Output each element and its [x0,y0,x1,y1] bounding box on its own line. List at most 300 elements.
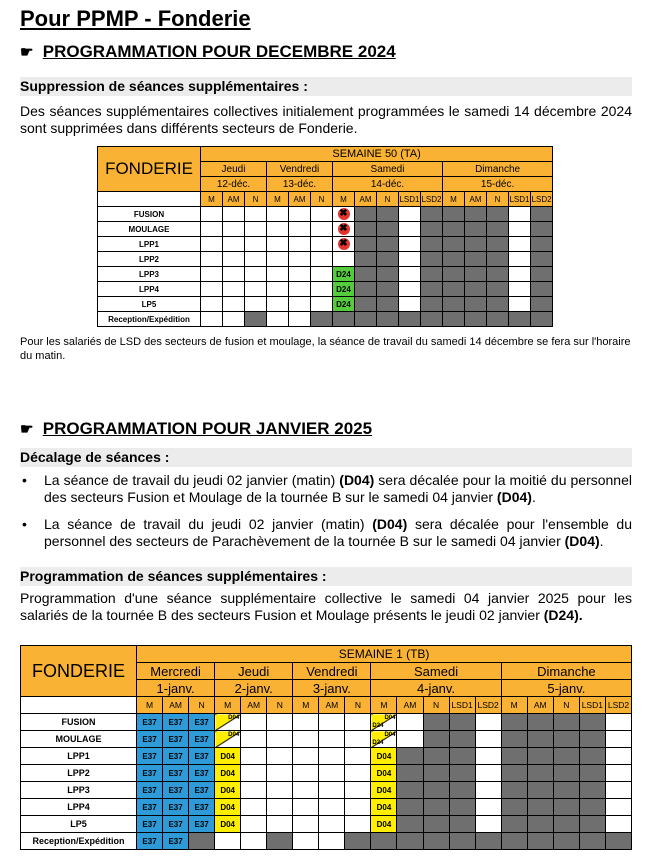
day-date-header: 15-déc. [443,177,553,192]
closed-cell [465,237,487,252]
closed-cell [531,237,553,252]
blank-cell [21,697,137,714]
shift-header: M [215,697,241,714]
january-paragraph: Programmation d'une séance supplémentaire collective le samedi 04 janvier 2025 pour les salariés de la tournée B des secteurs Fusion et Moulage présents le jeudi 02 janvier (D24). [20,590,632,623]
closed-cell [553,782,579,799]
closed-cell [443,282,465,297]
january-heading-text: PROGRAMMATION POUR JANVIER 2025 [42,419,373,438]
closed-cell [355,222,377,237]
closed-cell [501,833,527,850]
empty-cell [241,833,267,850]
sector-label: Reception/Expédition [98,312,201,327]
week-header: SEMAINE 1 (TB) [137,646,632,663]
e37-cell: E37 [137,731,163,748]
closed-cell [355,267,377,282]
empty-cell [201,312,223,327]
page-title: Pour PPMP - Fonderie [20,6,251,31]
empty-cell [509,282,531,297]
closed-cell [449,833,475,850]
table-row [21,782,632,799]
empty-cell [475,782,501,799]
shift-header: LSD1 [399,192,421,207]
day-name-header: Dimanche [501,663,631,680]
closed-cell [531,267,553,282]
shift-header: M [443,192,465,207]
closed-cell [355,282,377,297]
empty-cell [319,782,345,799]
empty-cell [223,267,245,282]
shift-header: LSD2 [531,192,553,207]
closed-cell [501,731,527,748]
closed-cell [449,799,475,816]
empty-cell [333,252,355,267]
table-corner-label: FONDERIE [98,147,201,192]
empty-cell [289,297,311,312]
day-date-header: 13-déc. [267,177,333,192]
closed-cell [579,833,605,850]
e37-cell: E37 [189,816,215,833]
shift-header: LSD1 [449,697,475,714]
shift-header: N [189,697,215,714]
closed-cell [501,782,527,799]
empty-cell [605,782,631,799]
empty-cell [241,799,267,816]
closed-cell [501,816,527,833]
sector-label: LPP2 [21,765,137,782]
closed-cell [487,207,509,222]
empty-cell [345,782,371,799]
empty-cell [267,267,289,282]
closed-cell [605,833,631,850]
empty-cell [311,237,333,252]
empty-cell [267,237,289,252]
cancelled-cell [333,222,355,237]
empty-cell [267,207,289,222]
cancelled-cell [333,237,355,252]
closed-cell [355,297,377,312]
closed-cell [397,782,423,799]
empty-cell [201,237,223,252]
day-name-header: Samedi [371,663,501,680]
shift-header: AM [355,192,377,207]
empty-cell [293,731,319,748]
empty-cell [241,782,267,799]
split-shift-cell: D24 D04 [372,715,396,729]
empty-cell [509,222,531,237]
empty-cell [509,297,531,312]
closed-cell [553,765,579,782]
empty-cell [201,222,223,237]
closed-cell [487,312,509,327]
closed-cell [553,731,579,748]
empty-cell [399,207,421,222]
empty-cell [289,252,311,267]
empty-cell [289,312,311,327]
empty-cell [311,297,333,312]
empty-cell [475,731,501,748]
closed-cell [355,252,377,267]
closed-cell [377,312,399,327]
closed-cell [397,799,423,816]
empty-cell [267,765,293,782]
empty-cell [223,297,245,312]
closed-cell [465,207,487,222]
shift-header: M [293,697,319,714]
empty-cell [267,816,293,833]
shift-header: M [201,192,223,207]
closed-cell [397,816,423,833]
sector-label: LPP3 [98,267,201,282]
closed-cell [501,748,527,765]
blank-cell [98,192,201,207]
shift-header: AM [319,697,345,714]
closed-cell [449,731,475,748]
d04-cell: D04 [215,816,241,833]
shift-header: N [267,697,293,714]
shift-header: LSD2 [475,697,501,714]
closed-cell [465,312,487,327]
closed-cell [527,731,553,748]
d04-cell: D04 [371,799,397,816]
table-row [98,267,553,282]
empty-cell [345,765,371,782]
closed-cell [443,207,465,222]
empty-cell [345,748,371,765]
empty-cell [245,207,267,222]
shift-header: AM [223,192,245,207]
closed-cell [531,312,553,327]
closed-cell [397,748,423,765]
d04-cell: D04 [371,782,397,799]
closed-cell [423,731,449,748]
january-subheading-decalage: Décalage de séances : [20,448,632,467]
closed-cell [423,833,449,850]
day-name-header: Samedi [333,162,443,177]
sector-label: FUSION [21,714,137,731]
empty-cell [345,731,371,748]
table-row [98,297,553,312]
table-row [21,816,632,833]
closed-cell [421,222,443,237]
closed-cell [449,765,475,782]
empty-cell [241,765,267,782]
sector-label: FUSION [98,207,201,222]
closed-cell [465,252,487,267]
empty-cell [293,833,319,850]
empty-cell [267,222,289,237]
sector-label: LPP2 [98,252,201,267]
shift-header: M [333,192,355,207]
december-heading-text: PROGRAMMATION POUR DECEMBRE 2024 [42,42,396,61]
closed-cell [371,833,397,850]
closed-cell [579,782,605,799]
table-row [21,714,632,731]
closed-cell [421,252,443,267]
closed-cell [553,714,579,731]
closed-cell [527,833,553,850]
closed-cell [579,714,605,731]
closed-cell [449,714,475,731]
closed-cell [579,765,605,782]
empty-cell [311,252,333,267]
empty-cell [267,312,289,327]
empty-cell [345,799,371,816]
e37-cell: E37 [163,731,189,748]
day-date-header: 14-déc. [333,177,443,192]
empty-cell [311,267,333,282]
closed-cell [579,748,605,765]
day-date-header: 5-janv. [501,680,631,697]
closed-cell [355,207,377,222]
closed-cell [421,267,443,282]
sector-label: Reception/Expédition [21,833,137,850]
e37-cell: E37 [163,799,189,816]
closed-cell [423,748,449,765]
split-shift-cell: D04 [215,714,241,731]
e37-cell: E37 [189,765,215,782]
january-subheading-programmation: Programmation de séances supplémentaires : [20,567,632,586]
empty-cell [319,714,345,731]
empty-cell [201,252,223,267]
closed-cell [553,816,579,833]
e37-cell: E37 [137,833,163,850]
d24-cell: D24 [333,267,355,282]
day-date-header: 1-janv. [137,680,215,697]
empty-cell [245,252,267,267]
e37-cell: E37 [137,748,163,765]
e37-cell: E37 [189,731,215,748]
empty-cell [293,816,319,833]
empty-cell [245,282,267,297]
empty-cell [267,782,293,799]
closed-cell [423,816,449,833]
d04-cell: D04 [215,765,241,782]
empty-cell [293,782,319,799]
week-header: SEMAINE 50 (TA) [201,147,553,162]
d04-cell: D04 [371,748,397,765]
closed-cell [443,267,465,282]
shift-header: M [371,697,397,714]
closed-cell [443,237,465,252]
shift-header: AM [289,192,311,207]
closed-cell [397,765,423,782]
empty-cell [345,816,371,833]
empty-cell [215,833,241,850]
closed-cell [465,267,487,282]
january-heading [20,419,372,439]
closed-cell [487,237,509,252]
closed-cell [487,222,509,237]
closed-cell [449,748,475,765]
shift-header: AM [465,192,487,207]
closed-cell [267,833,293,850]
shift-header: N [245,192,267,207]
closed-cell [449,816,475,833]
closed-cell [579,799,605,816]
empty-cell [267,714,293,731]
closed-cell [501,799,527,816]
empty-cell [509,267,531,282]
empty-cell [289,207,311,222]
e37-cell: E37 [137,765,163,782]
closed-cell [531,222,553,237]
empty-cell [399,282,421,297]
shift-header: AM [163,697,189,714]
empty-cell [509,237,531,252]
e37-cell: E37 [189,799,215,816]
closed-cell [553,748,579,765]
empty-cell [223,312,245,327]
closed-cell [531,252,553,267]
shift-header: N [311,192,333,207]
empty-cell [267,252,289,267]
sector-label: LPP4 [21,799,137,816]
closed-cell [423,799,449,816]
empty-cell [267,799,293,816]
empty-cell [289,222,311,237]
table-row [98,222,553,237]
closed-cell [443,312,465,327]
empty-cell [241,714,267,731]
empty-cell [223,207,245,222]
shift-header: LSD2 [605,697,631,714]
empty-cell [201,207,223,222]
empty-cell [223,282,245,297]
e37-cell: E37 [137,799,163,816]
e37-cell: E37 [137,782,163,799]
december-schedule-table [97,146,553,327]
closed-cell [355,312,377,327]
bullet-item: • La séance de travail du jeudi 02 janvier (matin) (D04) sera décalée pour la moitié du personnel des secteurs Fusion et Moulage de la tournée B sur le samedi 04 janvier (D04). [20,472,632,506]
closed-cell [377,297,399,312]
closed-cell [345,833,371,850]
closed-cell [527,816,553,833]
empty-cell [223,237,245,252]
closed-cell [423,765,449,782]
table-row [21,731,632,748]
d24-cell: D24 [333,282,355,297]
empty-cell [475,816,501,833]
shift-header: N [423,697,449,714]
shift-header: N [553,697,579,714]
day-name-header: Vendredi [267,162,333,177]
sector-label: MOULAGE [21,731,137,748]
closed-cell [399,312,421,327]
closed-cell [527,748,553,765]
closed-cell [355,237,377,252]
empty-cell [319,799,345,816]
empty-cell [289,237,311,252]
closed-cell [579,731,605,748]
closed-cell [531,207,553,222]
empty-cell [201,267,223,282]
e37-cell: E37 [189,782,215,799]
december-note: Pour les salariés de LSD des secteurs de fusion et moulage, la séance de travail du samedi 14 décembre se fera sur l'horaire du matin. [20,336,631,362]
closed-cell [531,282,553,297]
shift-header: AM [397,697,423,714]
e37-cell: E37 [137,714,163,731]
empty-cell [223,222,245,237]
empty-cell [241,816,267,833]
closed-cell [527,782,553,799]
d04-cell: D04 [371,816,397,833]
empty-cell [605,714,631,731]
closed-cell [527,799,553,816]
shift-header: LSD2 [421,192,443,207]
shift-header: LSD1 [509,192,531,207]
shift-header: M [267,192,289,207]
split-shift-cell: D04 [215,731,241,748]
e37-cell: E37 [163,748,189,765]
e37-cell: E37 [163,833,189,850]
closed-cell [501,765,527,782]
empty-cell [245,237,267,252]
empty-cell [475,765,501,782]
day-name-header: Dimanche [443,162,553,177]
closed-cell [487,282,509,297]
cancel-x-icon: ✖ [339,223,348,234]
empty-cell [267,748,293,765]
sector-label: LPP1 [98,237,201,252]
day-date-header: 12-déc. [201,177,267,192]
day-date-header: 3-janv. [293,680,371,697]
day-name-header: Jeudi [215,663,293,680]
split-shift-cell: D24 D04 [372,732,396,746]
empty-cell [293,748,319,765]
sector-label: LP5 [98,297,201,312]
day-name-header: Vendredi [293,663,371,680]
closed-cell [449,782,475,799]
december-heading [20,42,396,62]
closed-cell [487,267,509,282]
closed-cell [531,297,553,312]
closed-cell [475,833,501,850]
shift-header: AM [241,697,267,714]
empty-cell [223,252,245,267]
day-name-header: Jeudi [201,162,267,177]
shift-header: M [137,697,163,714]
closed-cell [509,312,531,327]
empty-cell [241,731,267,748]
closed-cell [465,282,487,297]
closed-cell [553,799,579,816]
e37-cell: E37 [163,816,189,833]
e37-cell: E37 [189,714,215,731]
table-row [21,748,632,765]
closed-cell [333,312,355,327]
closed-cell [397,833,423,850]
closed-cell [377,282,399,297]
sector-label: LPP3 [21,782,137,799]
empty-cell [475,748,501,765]
empty-cell [241,748,267,765]
cancelled-cell [333,207,355,222]
closed-cell [487,252,509,267]
empty-cell [399,297,421,312]
d04-cell: D04 [215,748,241,765]
shift-header: N [487,192,509,207]
closed-cell [421,207,443,222]
empty-cell [245,297,267,312]
empty-cell [293,799,319,816]
table-row [21,833,632,850]
pointing-hand-icon: ☛ [20,44,34,61]
empty-cell [605,765,631,782]
december-paragraph: Des séances supplémentaires collectives initialement programmées le samedi 14 décembre 2024 sont supprimées dans différents secteurs de Fonderie. [20,103,632,136]
empty-cell [267,731,293,748]
empty-cell [345,714,371,731]
january-bullet-list [20,472,632,560]
